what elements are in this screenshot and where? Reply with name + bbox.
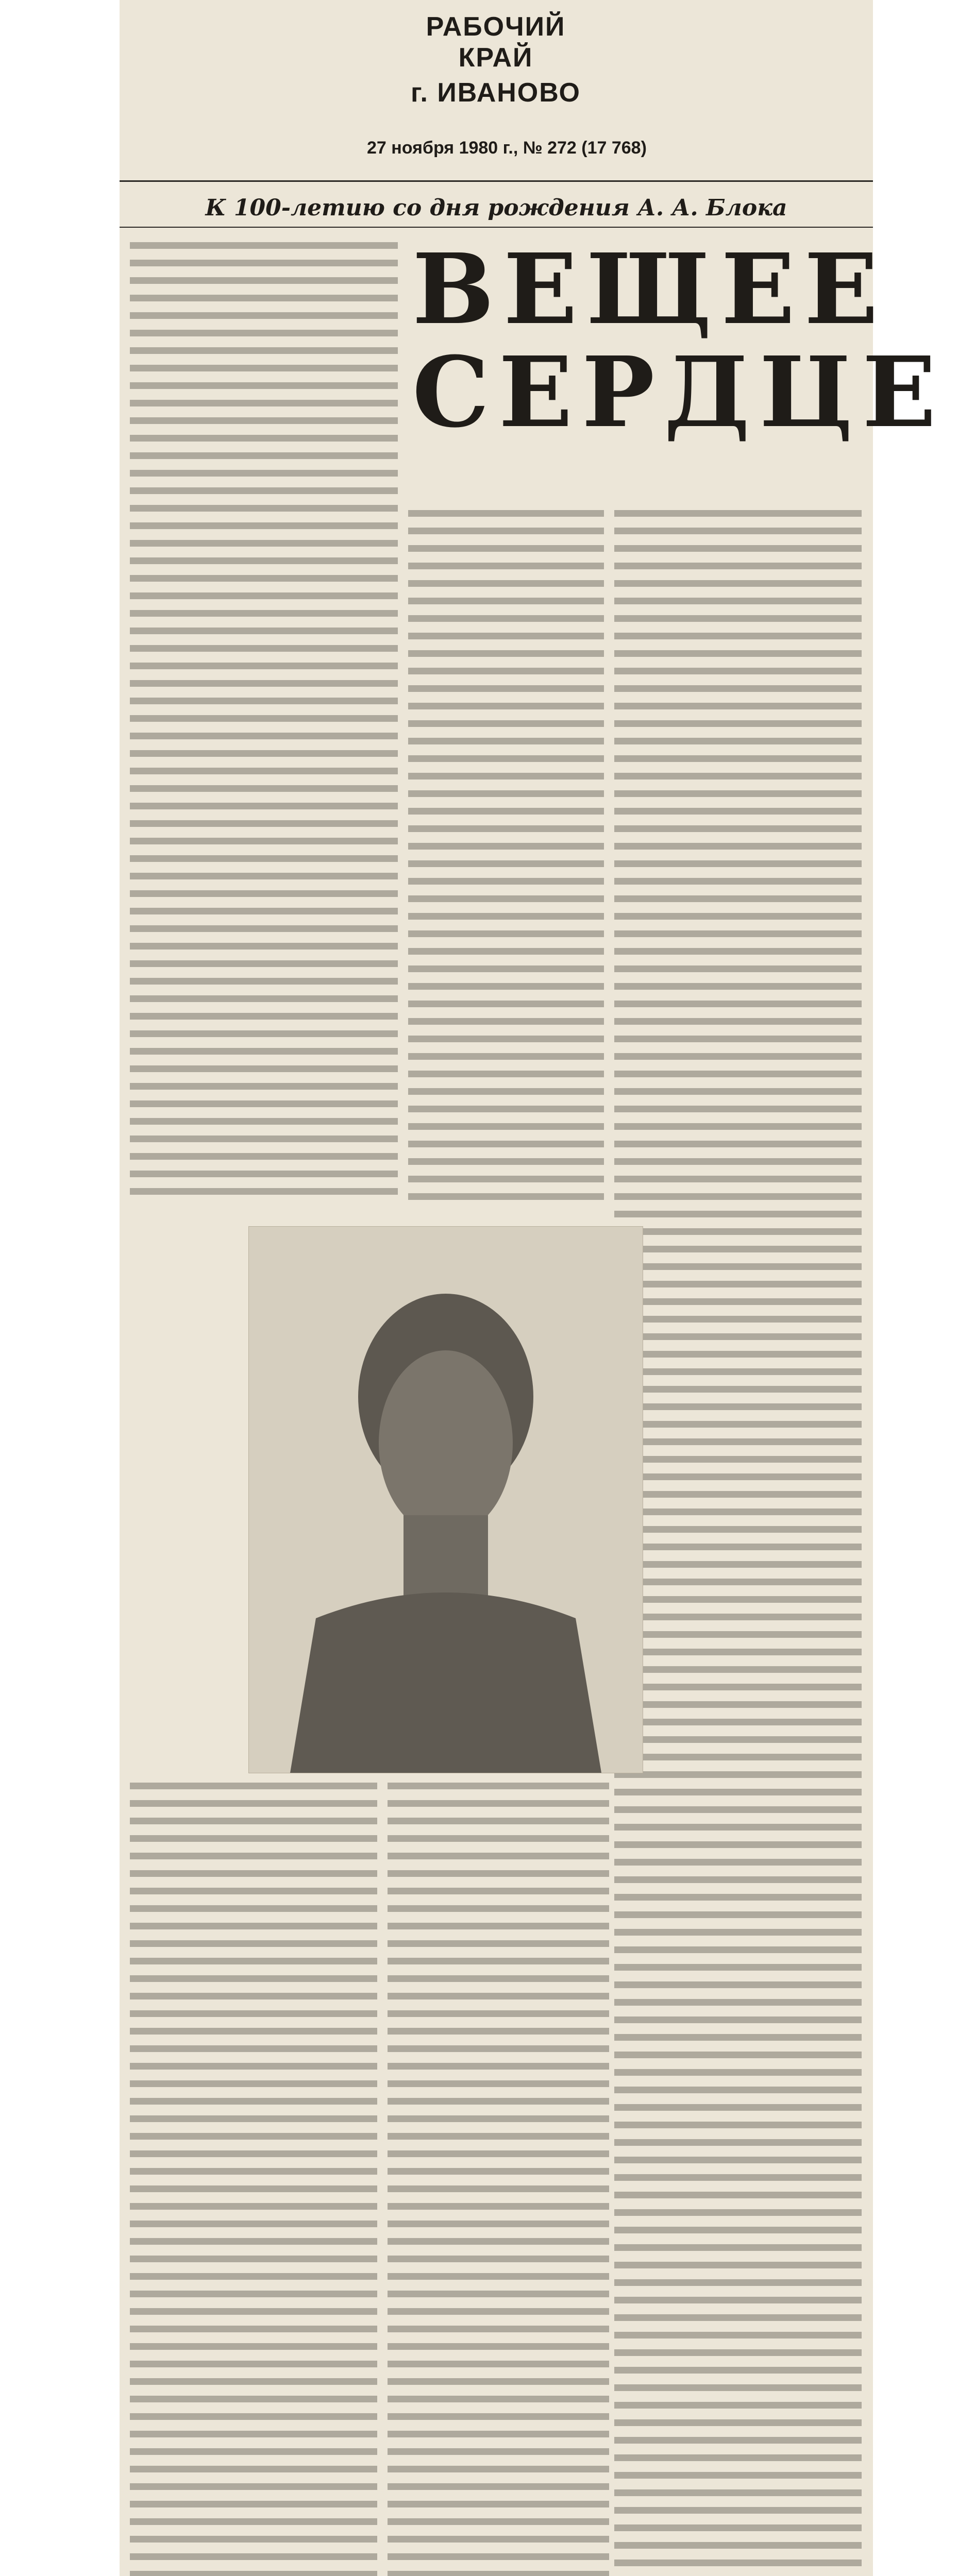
text-column-1 xyxy=(130,242,398,1206)
section-rule xyxy=(120,227,873,228)
newspaper-clipping xyxy=(120,0,946,2576)
column-text-lines xyxy=(408,510,604,1206)
article-title xyxy=(412,232,946,449)
column-text-lines xyxy=(130,242,398,1206)
text-column-5 xyxy=(388,1783,609,2576)
text-column-3 xyxy=(614,510,862,2576)
title-line-1: ВЕЩЕЕ xyxy=(412,232,887,346)
column-text-lines xyxy=(130,1783,377,2576)
section-title: К 100-летию со дня рождения А. А. Блока xyxy=(205,195,787,221)
newspaper-city: г. ИВАНОВО xyxy=(411,78,581,108)
newspaper-stamp xyxy=(388,0,604,108)
blok-bust-photo xyxy=(248,1226,643,1773)
top-rule xyxy=(120,180,873,182)
column-text-lines xyxy=(614,510,862,2576)
dateline: 27 ноября 1980 г., № 272 (17 768) xyxy=(367,138,647,158)
column-text-lines xyxy=(388,1783,609,2576)
text-column-2 xyxy=(408,510,604,1206)
portrait-icon xyxy=(249,1227,643,1773)
newspaper-name: РАБОЧИЙ КРАЙ xyxy=(426,12,566,73)
text-column-4 xyxy=(130,1783,377,2576)
title-line-2: СЕРДЦЕ xyxy=(412,335,946,449)
